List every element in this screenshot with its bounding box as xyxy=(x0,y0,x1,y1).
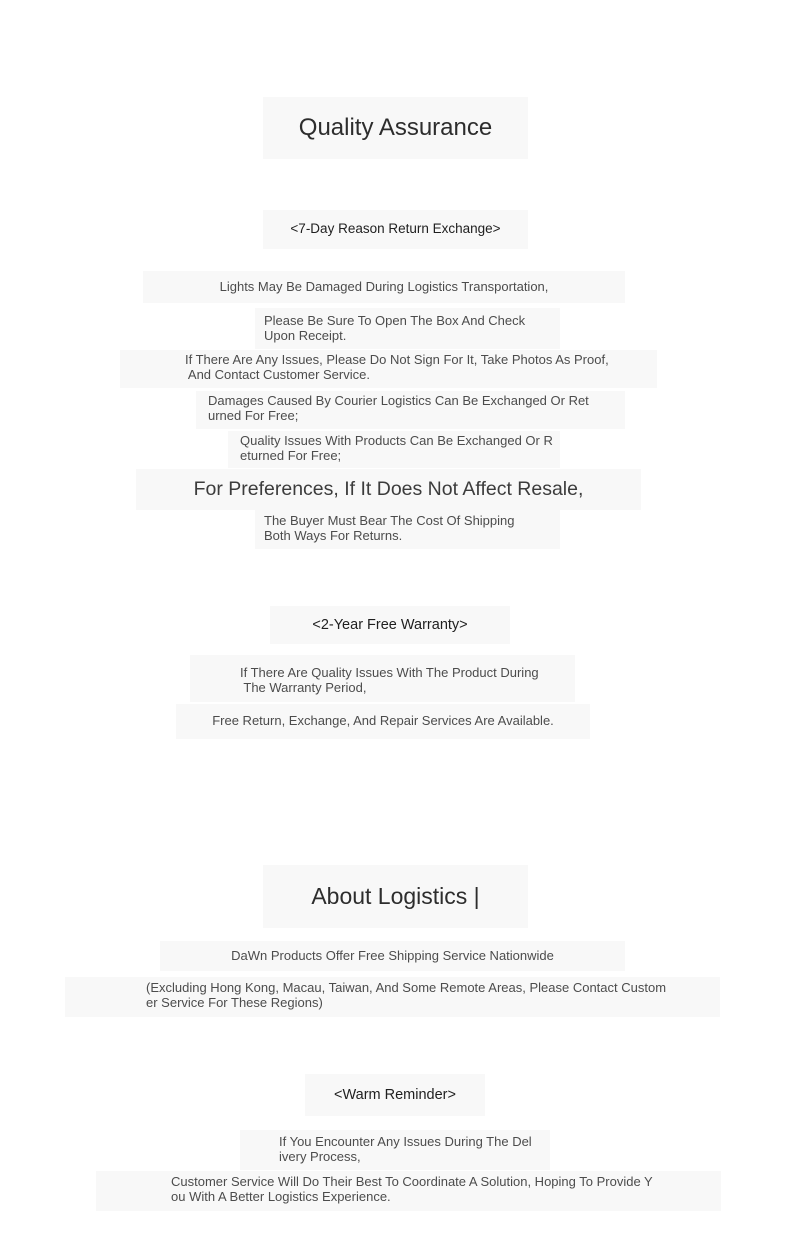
paragraph-line: er Service For These Regions) xyxy=(146,994,323,1010)
paragraph-line: Customer Service Will Do Their Best To Coordinate A Solution, Hoping To Provide Y xyxy=(171,1174,653,1189)
paragraph-buyer-shipping-cost xyxy=(255,508,560,549)
paragraph-courier-damage xyxy=(196,391,625,429)
paragraph-warranty-period xyxy=(190,655,575,702)
quality-assurance-title: Quality Assurance xyxy=(263,97,528,159)
paragraph-line: The Warranty Period, xyxy=(240,679,367,695)
paragraph-line: Upon Receipt. xyxy=(264,327,347,343)
paragraph-free-shipping: DaWn Products Offer Free Shipping Service Nationwide xyxy=(160,941,625,971)
paragraph-line: Damages Caused By Courier Logistics Can Be Exchanged Or Ret xyxy=(208,393,589,408)
paragraph-delivery-issues xyxy=(240,1130,550,1170)
paragraph-free-services: Free Return, Exchange, And Repair Services Are Available. xyxy=(176,704,590,739)
paragraph-preferences-emphasis: For Preferences, If It Does Not Affect Resale, xyxy=(136,469,641,510)
warranty-heading: <2-Year Free Warranty> xyxy=(270,606,510,644)
paragraph-damage-notice: Lights May Be Damaged During Logistics Transportation, xyxy=(143,271,625,303)
paragraph-line: eturned For Free; xyxy=(240,447,342,463)
paragraph-line: If There Are Any Issues, Please Do Not Sign For It, Take Photos As Proof, xyxy=(185,352,609,367)
paragraph-line: ou With A Better Logistics Experience. xyxy=(171,1188,391,1204)
paragraph-line: (Excluding Hong Kong, Macau, Taiwan, And Some Remote Areas, Please Contact Custom xyxy=(146,980,667,995)
return-exchange-heading: <7-Day Reason Return Exchange> xyxy=(263,210,528,249)
paragraph-line: If There Are Quality Issues With The Product During xyxy=(240,665,539,680)
paragraph-quality-issues xyxy=(228,431,560,468)
paragraph-line: If You Encounter Any Issues During The Del xyxy=(279,1134,532,1149)
paragraph-line: ivery Process, xyxy=(279,1148,361,1164)
paragraph-excluded-regions xyxy=(65,977,720,1017)
paragraph-line: Quality Issues With Products Can Be Exchanged Or R xyxy=(240,433,553,448)
paragraph-line: Both Ways For Returns. xyxy=(264,527,403,543)
about-logistics-title: About Logistics | xyxy=(263,865,528,928)
paragraph-line: urned For Free; xyxy=(208,407,299,423)
paragraph-line: The Buyer Must Bear The Cost Of Shipping xyxy=(264,513,515,528)
paragraph-do-not-sign xyxy=(120,350,657,388)
paragraph-customer-service xyxy=(96,1171,721,1211)
paragraph-check-on-receipt xyxy=(255,308,560,349)
warm-reminder-heading: <Warm Reminder> xyxy=(305,1074,485,1116)
paragraph-line: And Contact Customer Service. xyxy=(185,366,370,382)
paragraph-line: Please Be Sure To Open The Box And Check xyxy=(264,313,526,328)
